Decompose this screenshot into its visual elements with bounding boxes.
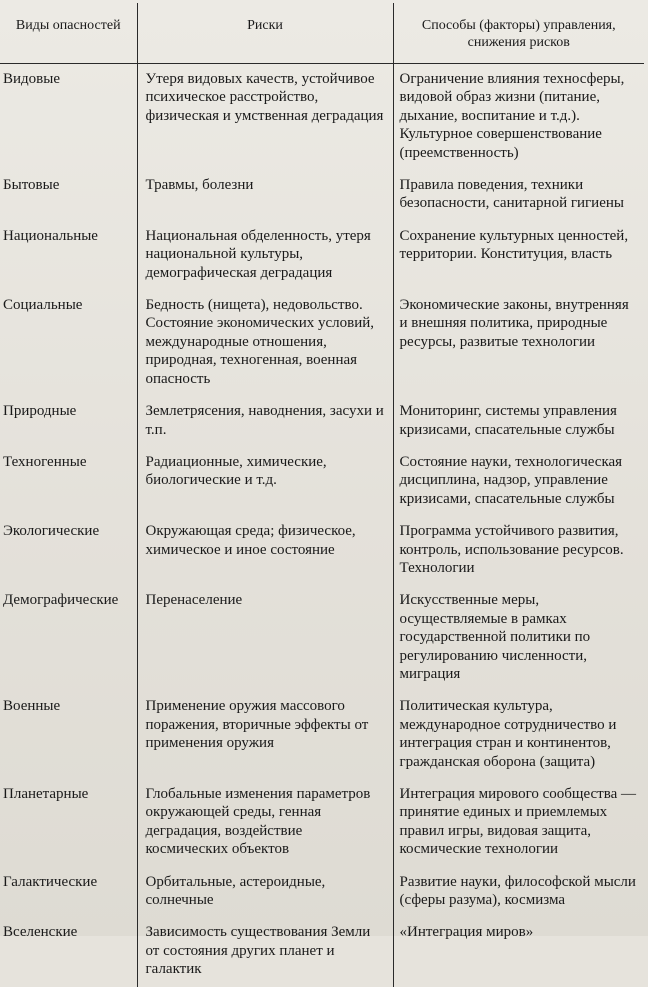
danger-type-cell: Галактические — [3, 873, 98, 890]
methods-cell: Состояние науки, технологическая дисциплина, надзор, управление кризисами, спасательные службы — [393, 447, 644, 516]
header-methods: Способы (факторы) управления, снижения рисков — [393, 3, 644, 64]
methods-cell: Искусственные меры, осуществляемые в рамках государственной политики по регулированию численности, миграция — [393, 585, 644, 691]
danger-type-cell: Природные — [3, 403, 77, 420]
methods-cell: Ограничение влияния техносферы, видовой образ жизни (питание, дыхание, воспитание и т.д.). Культурное совершенствование (преемственность) — [393, 64, 644, 171]
danger-type-cell: Военные — [3, 698, 61, 715]
table-row — [0, 64, 644, 171]
danger-type-cell: Социальные — [3, 297, 83, 314]
danger-type-cell: Планетарные — [3, 786, 89, 802]
risks-cell: Орбитальные, астероидные, солнечные — [137, 867, 393, 918]
methods-cell: Программа устойчивого развития, контроль, использование ресурсов. Технологии — [393, 516, 644, 585]
risks-cell: Утеря видовых качеств, устойчивое психическое расстройство, физическая и умственная деградация — [137, 64, 393, 171]
header-row — [0, 3, 644, 64]
danger-type-cell: Бытовые — [3, 177, 60, 194]
table-row — [0, 585, 644, 691]
methods-cell: «Интеграция миров» — [393, 917, 644, 986]
risks-cell: Бедность (нищета), недовольство. Состояние экономических условий, международные отношения, природная, техногенная, военная опасность — [137, 290, 393, 396]
risks-cell: Национальная обделенность, утеря национальной культуры, демографическая деградация — [137, 221, 393, 290]
table-row — [0, 867, 644, 918]
risks-cell: Глобальные изменения параметров окружающей среды, генная деградация, воздействие космических объектов — [137, 779, 393, 867]
risks-cell: Землетрясения, наводнения, засухи и т.п. — [137, 396, 393, 447]
methods-cell: Мониторинг, системы управления кризисами, спасательные службы — [393, 396, 644, 447]
risks-cell: Применение оружия массового поражения, вторичные эффекты от применения оружия — [137, 691, 393, 779]
risks-cell: Травмы, болезни — [137, 170, 393, 221]
table-row — [0, 516, 644, 585]
risks-cell: Радиационные, химические, биологические и т.д. — [137, 447, 393, 516]
danger-type-cell: Национальные — [3, 227, 98, 244]
table-row — [0, 917, 644, 986]
danger-type-cell: Экологические — [3, 523, 100, 540]
methods-cell: Сохранение культурных ценностей, территории. Конституция, власть — [393, 221, 644, 290]
risks-cell: Перенаселение — [137, 585, 393, 691]
table-row — [0, 170, 644, 221]
danger-type-cell: Видовые — [3, 71, 60, 87]
header-risks: Риски — [137, 3, 393, 64]
danger-type-cell: Вселенские — [3, 924, 78, 941]
danger-type-cell: Техногенные — [3, 453, 87, 470]
header-danger-types: Виды опасностей — [0, 3, 137, 64]
risk-table — [0, 3, 644, 987]
table-row — [0, 396, 644, 447]
table-row — [0, 447, 644, 516]
methods-cell: Правила поведения, техники безопасности, санитарной гигиены — [393, 170, 644, 221]
methods-cell: Экономические законы, внутренняя и внешняя политика, природные ресурсы, развитые технологии — [393, 290, 644, 396]
risks-cell: Окружающая среда; физическое, химическое и иное состояние — [137, 516, 393, 585]
table-row — [0, 779, 644, 867]
methods-cell: Политическая культура, международное сотрудничество и интеграция стран и континентов, гражданская оборона (защита) — [393, 691, 644, 779]
methods-cell: Развитие науки, философской мысли (сферы разума), космизма — [393, 867, 644, 918]
table-row — [0, 691, 644, 779]
methods-cell: Интеграция мирового сообщества — принятие единых и приемлемых правил игры, видовая защита, космические технологии — [393, 779, 644, 867]
danger-type-cell: Демографические — [3, 592, 119, 609]
table-row — [0, 290, 644, 396]
table-row — [0, 221, 644, 290]
risks-cell: Зависимость существования Земли от состояния других планет и галактик — [137, 917, 393, 986]
